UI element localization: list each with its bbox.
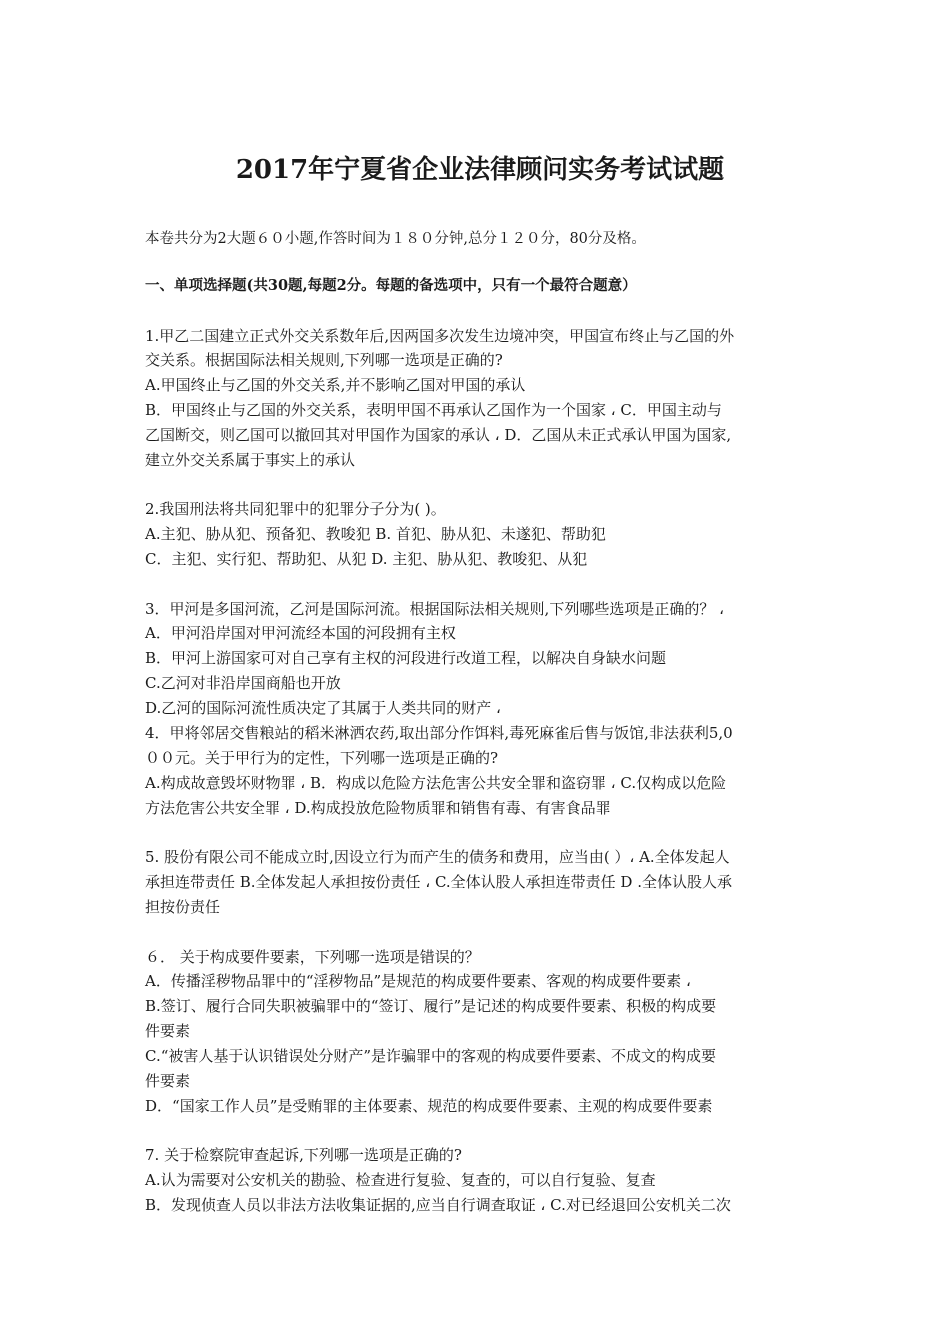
text-line: B．甲河上游国家可对自己享有主权的河段进行改道工程，以解决自身缺水问题 (145, 649, 667, 667)
text-line: 4．甲将邻居交售粮站的稻米淋洒农药,取出部分作饵料,毒死麻雀后售与饭馆,非法获利5,0 (145, 724, 733, 742)
text-line: C.“被害人基于认识错误处分财产”是诈骗罪中的客观的构成要件要素、不成文的构成要 (145, 1047, 717, 1065)
text-line: A．甲河沿岸国对甲河流经本国的河段拥有主权 (145, 624, 456, 642)
text-line: 1.甲乙二国建立正式外交关系数年后,因两国多次发生边境冲突，甲国宣布终止与乙国的外 (145, 327, 735, 345)
text-line: B．发现侦查人员以非法方法收集证据的,应当自行调查取证 ، C.对已经退回公安机关二次 (145, 1196, 731, 1214)
text-line: 建立外交关系属于事实上的承认 (145, 451, 356, 469)
text-line: A.主犯、胁从犯、预备犯、教唆犯 B. 首犯、胁从犯、未遂犯、帮助犯 (145, 525, 606, 543)
text-line: A.构成故意毁坏财物罪 ، B．构成以危险方法危害公共安全罪和盗窃罪 ، C.仅构成以危险 (145, 774, 727, 792)
text-line: D.乙河的国际河流性质决定了其属于人类共同的财产 ، (145, 699, 501, 717)
text-line: 7. 关于检察院审查起诉,下列哪一选项是正确的? (145, 1146, 462, 1164)
section-heading: 一、单项选择题(共30题,每题2分。每题的备选项中，只有一个最符合题意） (145, 277, 637, 294)
text-line: D．“国家工作人员”是受贿罪的主体要素、规范的构成要件要素、主观的构成要件要素 (145, 1097, 713, 1115)
text-line: 承担连带责任 B.全体发起人承担按份责任 ، C.全体认股人承担连带责任 D .全体认股人承 (145, 873, 732, 891)
text-line: 交关系。根据国际法相关规则,下列哪一选项是正确的? (145, 351, 503, 369)
text-line: 担按份责任 (145, 898, 221, 916)
text-line: 方法危害公共安全罪 ، D.构成投放危险物质罪和销售有毒、有害食品罪 (145, 799, 611, 817)
exam-intro: 本卷共分为2大题６０小题,作答时间为１８０分钟,总分１２０分，80分及格。 (145, 231, 646, 247)
text-line: B.签订、履行合同失职被骗罪中的“签订、履行”是记述的构成要件要素、积极的构成要 (145, 997, 717, 1015)
text-line: A.甲国终止与乙国的外交关系,并不影响乙国对甲国的承认 (145, 376, 526, 394)
text-line: 件要素 (145, 1022, 191, 1040)
text-line: 2.我国刑法将共同犯罪中的犯罪分子分为( )。 (145, 500, 446, 518)
text-line: 3．甲河是多国河流，乙河是国际河流。根据国际法相关规则,下列哪些选项是正确的？ ، (145, 600, 724, 618)
text-line: A．传播淫秽物品罪中的“淫秽物品”是规范的构成要件要素、客观的构成要件要素 ، (145, 972, 691, 990)
text-line: ６． 关于构成要件要素，下列哪一选项是错误的？ (145, 948, 480, 966)
text-line: ００元。关于甲行为的定性，下列哪一选项是正确的? (145, 749, 499, 767)
text-line: B．甲国终止与乙国的外交关系，表明甲国不再承认乙国作为一个国家 ، C．甲国主动与 (145, 401, 722, 419)
document-title: 2017年宁夏省企业法律顾问实务考试试题 (235, 155, 725, 185)
text-line: 乙国断交，则乙国可以撤回其对甲国作为国家的承认 ، D．乙国从未正式承认甲国为国家, (145, 426, 732, 444)
text-line: 件要素 (145, 1072, 191, 1090)
text-line: A.认为需要对公安机关的勘验、检查进行复验、复查的，可以自行复验、复查 (145, 1171, 656, 1189)
text-line: 5. 股份有限公司不能成立时,因设立行为而产生的债务和费用，应当由( ）، A.全体发起人 (145, 848, 730, 866)
text-line: C.乙河对非沿岸国商船也开放 (145, 674, 341, 692)
text-line: C．主犯、实行犯、帮助犯、从犯 D. 主犯、胁从犯、教唆犯、从犯 (145, 550, 588, 568)
